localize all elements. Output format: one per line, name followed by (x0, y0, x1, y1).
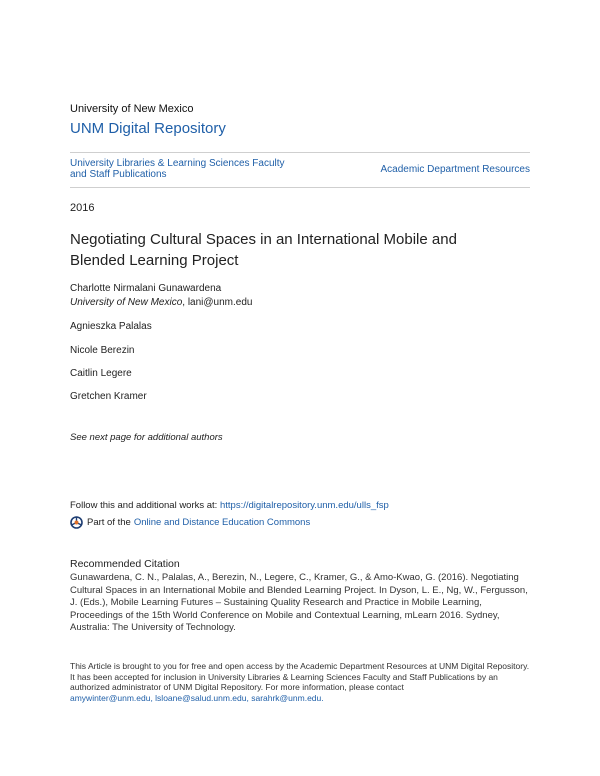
title-line-1: Negotiating Cultural Spaces in an International Mobile and (70, 231, 457, 248)
follow-line (70, 500, 389, 511)
part-of-prefix: Part of the (87, 517, 131, 528)
author-affiliation (70, 297, 252, 308)
article-title (70, 229, 500, 271)
title-line-2: Blended Learning Project (70, 252, 239, 269)
commons-network-icon (70, 516, 83, 529)
citation-text: Gunawardena, C. N., Palalas, A., Berezin, N., Legere, C., Kramer, G., & Amo-Kwao, G. (2016). Negotiating Cultural Spaces in an International Mobile and Blended Learning Project. In Dyson, L. E., Ng, W., Fergusson, J. (Eds.), Mobile Learning Futures – Sustaining Quality Research and Practice in Mobile Learning, Proceedings of the 15th World Conference on Mobile and Contextual Learning, mLearn 2016. Sydney, Australia: The University of Technology. (70, 572, 528, 633)
part-of-line (70, 516, 310, 529)
commons-link[interactable]: Online and Distance Education Commons (133, 517, 311, 528)
author-name: Agnieszka Palalas (70, 321, 152, 332)
contact-emails-link[interactable]: amywinter@unm.edu, lsloane@salud.unm.edu, sarahrk@unm.edu. (70, 692, 324, 703)
collection-link-faculty-publications[interactable] (70, 158, 330, 180)
see-next-page-note: See next page for additional authors (70, 432, 223, 443)
collection-line-2: and Staff Publications (70, 169, 167, 180)
collection-link-department-resources[interactable]: Academic Department Resources (380, 164, 530, 175)
author-name: Nicole Berezin (70, 345, 135, 356)
follow-prefix: Follow this and additional works at: (70, 500, 220, 511)
recommended-citation-heading: Recommended Citation (70, 558, 180, 570)
author-name: Gretchen Kramer (70, 391, 147, 402)
repository-link[interactable]: UNM Digital Repository (70, 120, 226, 137)
divider-bottom (70, 187, 530, 188)
institution-name: University of New Mexico (70, 103, 194, 115)
affiliation-institution: University of New Mexico (70, 297, 183, 308)
notice-text: This Article is brought to you for free and open access by the Academic Department Resources at UNM Digital Repository. It has been accepted for inclusion in University Libraries & Learning Sciences Faculty and Staff Publications by an authorized administrator of UNM Digital Repository. For more information, please contact (70, 661, 530, 692)
divider-top (70, 152, 530, 153)
publication-year: 2016 (70, 202, 95, 214)
author-name: Charlotte Nirmalani Gunawardena (70, 283, 222, 294)
affiliation-email: , lani@unm.edu (182, 297, 253, 308)
access-notice (70, 661, 530, 703)
author-name: Caitlin Legere (70, 368, 132, 379)
repository-url-link[interactable]: https://digitalrepository.unm.edu/ulls_fsp (219, 500, 389, 511)
collection-line-1: University Libraries & Learning Sciences Faculty (70, 158, 285, 169)
